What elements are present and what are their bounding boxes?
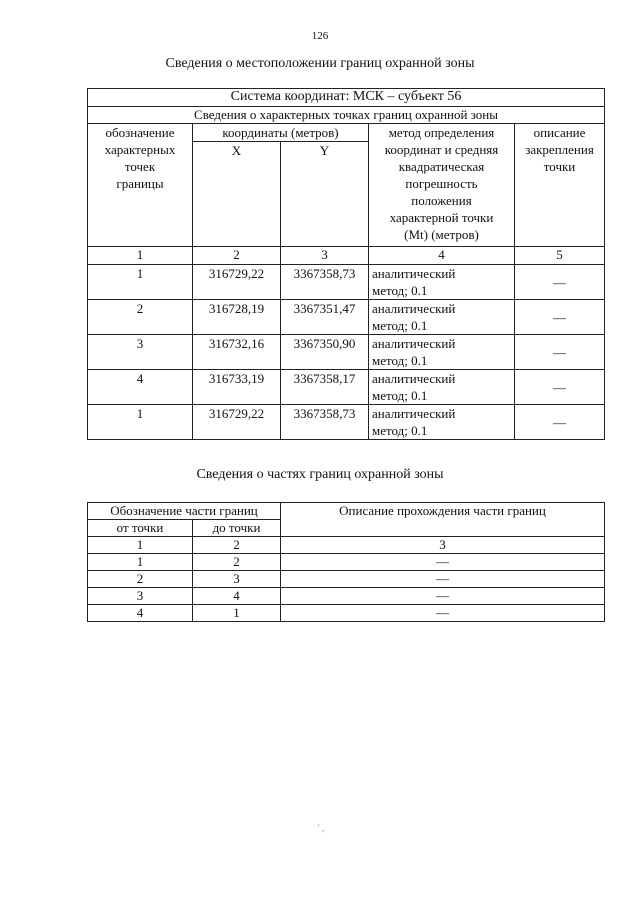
coord-system-cell: Система координат: МСК – субъект 56 bbox=[88, 89, 605, 107]
header-method-line: погрешность bbox=[405, 176, 478, 191]
header-part: Обозначение части границ bbox=[88, 503, 281, 520]
header-designation bbox=[88, 124, 193, 247]
header-method bbox=[369, 124, 515, 247]
description-cell: — bbox=[281, 554, 605, 571]
column-number: 3 bbox=[281, 537, 605, 554]
method-cell bbox=[369, 405, 515, 440]
header-method-line: квадратическая bbox=[398, 159, 485, 174]
to-cell: 3 bbox=[193, 571, 281, 588]
y-cell: 3367350,90 bbox=[281, 335, 369, 370]
header-description-line: описание bbox=[533, 125, 586, 140]
description-cell: — bbox=[515, 300, 605, 335]
y-cell: 3367358,73 bbox=[281, 265, 369, 300]
from-cell: 1 bbox=[88, 554, 193, 571]
table-row bbox=[88, 571, 605, 588]
table-row bbox=[88, 588, 605, 605]
table-row bbox=[88, 605, 605, 622]
parts-column-number-row bbox=[88, 537, 605, 554]
header-description bbox=[515, 124, 605, 247]
method-line: метод; 0.1 bbox=[372, 283, 428, 298]
point-cell: 3 bbox=[88, 335, 193, 370]
method-line: аналитический bbox=[372, 301, 456, 316]
table-row bbox=[88, 405, 605, 440]
description-cell: — bbox=[515, 405, 605, 440]
table-row bbox=[88, 265, 605, 300]
header-to: до точки bbox=[193, 520, 281, 537]
point-cell: 2 bbox=[88, 300, 193, 335]
header-description-line: точки bbox=[543, 159, 576, 174]
header-designation-line: обозначение bbox=[105, 125, 175, 140]
description-cell: — bbox=[515, 265, 605, 300]
header-method-line: метод определения bbox=[388, 125, 495, 140]
from-cell: 2 bbox=[88, 571, 193, 588]
method-line: аналитический bbox=[372, 406, 456, 421]
column-number: 3 bbox=[281, 247, 369, 265]
description-cell: — bbox=[281, 571, 605, 588]
description-cell: — bbox=[281, 588, 605, 605]
boundary-parts-table bbox=[87, 502, 605, 622]
method-line: аналитический bbox=[372, 266, 456, 281]
x-cell: 316729,22 bbox=[193, 405, 281, 440]
method-line: метод; 0.1 bbox=[372, 388, 428, 403]
method-cell bbox=[369, 370, 515, 405]
description-cell: — bbox=[515, 335, 605, 370]
header-designation-line: точек bbox=[124, 159, 156, 174]
header-method-line: положения bbox=[411, 193, 472, 208]
header-y: Y bbox=[281, 142, 369, 247]
table-row bbox=[88, 370, 605, 405]
point-cell: 1 bbox=[88, 265, 193, 300]
y-cell: 3367351,47 bbox=[281, 300, 369, 335]
boundary-points-table bbox=[87, 88, 605, 440]
method-line: метод; 0.1 bbox=[372, 423, 428, 438]
points-caption-row bbox=[88, 107, 605, 124]
to-cell: 2 bbox=[193, 554, 281, 571]
from-cell: 4 bbox=[88, 605, 193, 622]
header-designation-line: характерных bbox=[104, 142, 176, 157]
table-row bbox=[88, 335, 605, 370]
column-number: 1 bbox=[88, 247, 193, 265]
coord-system-row bbox=[88, 89, 605, 107]
header-description-line: закрепления bbox=[525, 142, 594, 157]
section-title-parts: Сведения о частях границ охранной зоны bbox=[196, 467, 444, 482]
points-caption-cell: Сведения о характерных точках границ охранной зоны bbox=[88, 107, 605, 124]
x-cell: 316733,19 bbox=[193, 370, 281, 405]
point-cell: 1 bbox=[88, 405, 193, 440]
column-number-row bbox=[88, 247, 605, 265]
method-cell bbox=[369, 335, 515, 370]
header-from: от точки bbox=[88, 520, 193, 537]
column-number: 5 bbox=[515, 247, 605, 265]
header-method-line: характерной точки bbox=[389, 210, 494, 225]
page-number: 126 bbox=[311, 30, 329, 42]
header-method-line: (Mt) (метров) bbox=[404, 227, 479, 242]
x-cell: 316729,22 bbox=[193, 265, 281, 300]
method-line: аналитический bbox=[372, 336, 456, 351]
to-cell: 4 bbox=[193, 588, 281, 605]
column-number: 4 bbox=[369, 247, 515, 265]
method-cell bbox=[369, 300, 515, 335]
description-cell: — bbox=[281, 605, 605, 622]
method-line: метод; 0.1 bbox=[372, 353, 428, 368]
x-cell: 316732,16 bbox=[193, 335, 281, 370]
header-coordinates: координаты (метров) bbox=[193, 124, 369, 142]
y-cell: 3367358,73 bbox=[281, 405, 369, 440]
table-row bbox=[88, 300, 605, 335]
method-line: метод; 0.1 bbox=[372, 318, 428, 333]
parts-header-row-1 bbox=[88, 503, 605, 520]
header-designation-line: границы bbox=[116, 176, 164, 191]
section-title-location: Сведения о местоположении границ охранной зоны bbox=[165, 56, 475, 71]
x-cell: 316728,19 bbox=[193, 300, 281, 335]
column-number: 1 bbox=[88, 537, 193, 554]
description-cell: — bbox=[515, 370, 605, 405]
method-cell bbox=[369, 265, 515, 300]
scan-mark: ' , bbox=[318, 823, 325, 833]
header-row-1 bbox=[88, 124, 605, 142]
header-method-line: координат и средняя bbox=[384, 142, 499, 157]
header-part-description: Описание прохождения части границ bbox=[281, 503, 605, 537]
method-line: аналитический bbox=[372, 371, 456, 386]
point-cell: 4 bbox=[88, 370, 193, 405]
header-x: X bbox=[193, 142, 281, 247]
column-number: 2 bbox=[193, 537, 281, 554]
from-cell: 3 bbox=[88, 588, 193, 605]
table-row bbox=[88, 554, 605, 571]
column-number: 2 bbox=[193, 247, 281, 265]
y-cell: 3367358,17 bbox=[281, 370, 369, 405]
to-cell: 1 bbox=[193, 605, 281, 622]
